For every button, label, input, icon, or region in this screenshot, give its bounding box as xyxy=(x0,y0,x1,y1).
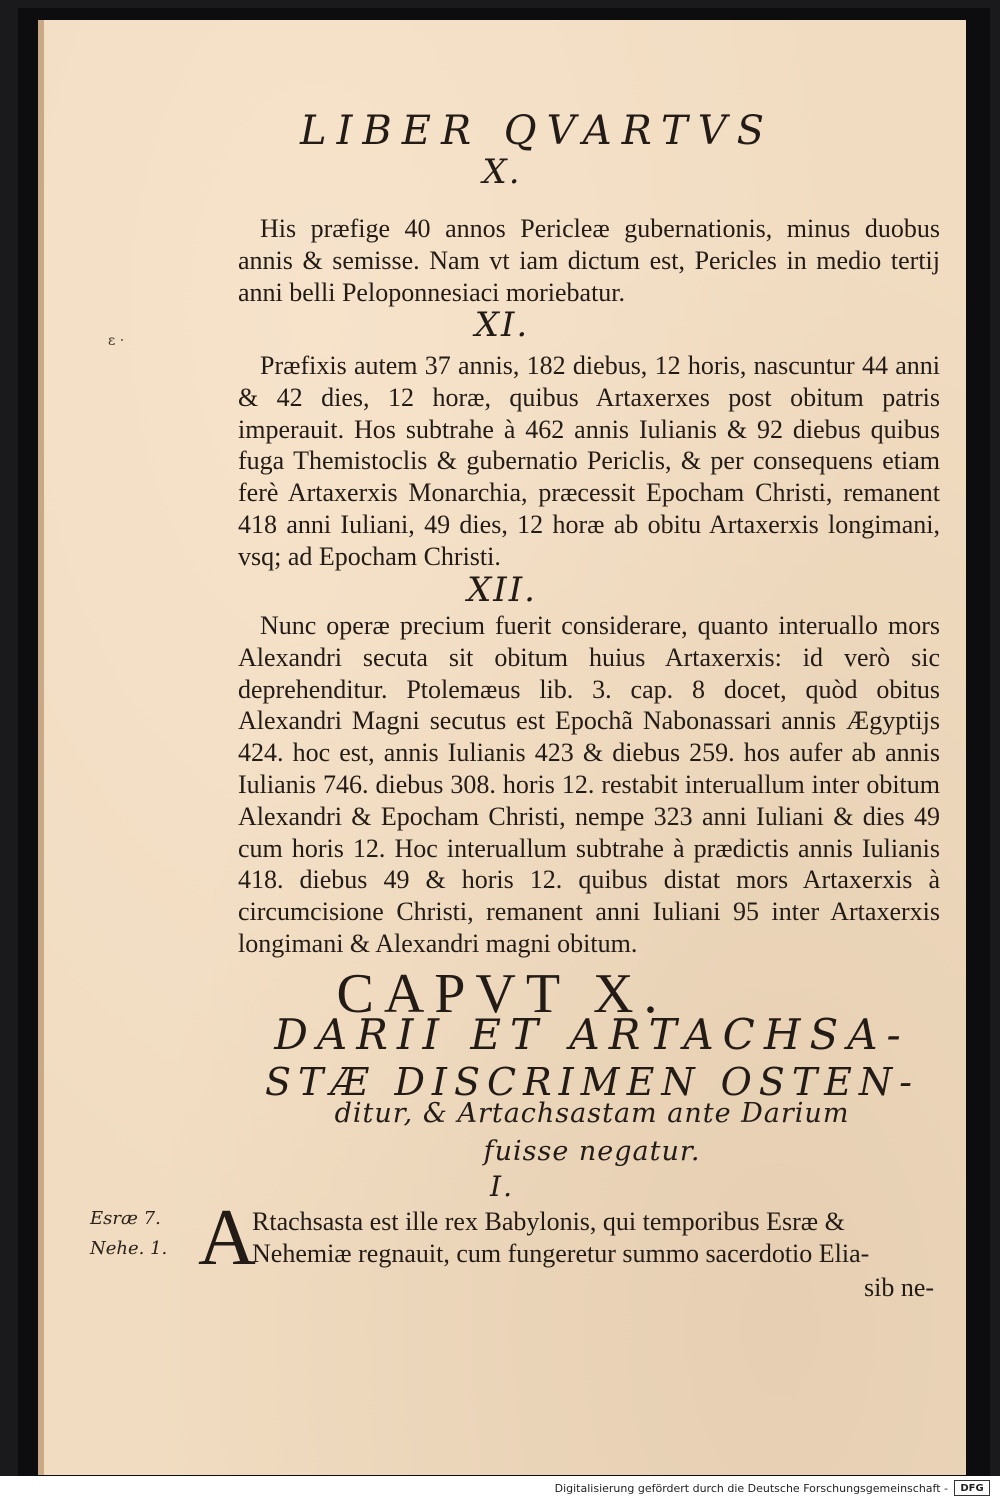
chapter-text-line-1: Rtachsasta est ille rex Babylonis, qui temporibus Esræ & xyxy=(252,1207,845,1236)
section-number-i: I. xyxy=(490,1170,514,1203)
dfg-logo: DFG xyxy=(954,1480,990,1496)
chapter-text-line-2: Nehemiæ regnauit, cum fungeretur summo sacerdotio Elia- xyxy=(252,1239,870,1268)
section-number-x: X. xyxy=(482,152,522,192)
paragraph-xii: Nunc operæ precium fuerit considerare, quanto interuallo mors Alexandri secuta sit obitum huius Artaxerxis: id verò sic deprehenditur. Ptolemæus lib. 3. cap. 8 docet, quòd obitus Alexandri Magni secutus est Epochã Nabonassari annis Ægyptijs 424. hoc est, annis Iulianis 423 & diebus 259. hos aufer ab annis Iulianis 746. diebus 308. horis 12. restabit interuallum inter obitum Alexandri & Epocham Christi, nempe 323 anni Iuliani & dies 49 cum horis 12. Hoc interuallum subtrahe à prædictis annis Iulianis 418. diebus 49 & horis 12. quibus distat mors Artaxerxis à circumcisione Christi, remanent anni Iuliani 95 inter Artaxerxis longimani & Alexandri magni obitum. xyxy=(238,611,940,958)
catchword: sib ne- xyxy=(864,1273,935,1302)
margin-note-nehe: Nehe. 1. xyxy=(90,1238,168,1259)
margin-note-esrae: Esræ 7. xyxy=(90,1208,161,1229)
drop-cap: A xyxy=(198,1194,256,1282)
chapter-subtitle-line-1: DARII ET ARTACHSA- xyxy=(274,1010,910,1059)
section-number-xii: XII. xyxy=(467,570,537,610)
chapter-title: CAPVT X. xyxy=(336,963,668,1025)
chapter-subtitle-line-4: fuisse negatur. xyxy=(483,1136,701,1167)
paragraph-xi: Præfixis autem 37 annis, 182 diebus, 12 horis, nascuntur 44 anni & 42 dies, 12 horæ, quibus Artaxerxes post obitum patris imperauit. Hos subtrahe à 462 annis Iulianis & 92 diebus quibus fuga Themistoclis & gubernatio Periclis, & per consequens etiam ferè Artaxerxis Monarchia, præcessit Epocham Christi, remanent 418 anni Iuliani, 49 dies, 12 horæ ab obitu Artaxerxis longimani, vsq; ad Epocham Christi. xyxy=(238,351,940,571)
margin-mark: ɛ ‧ xyxy=(108,333,125,349)
section-number-xi: XI. xyxy=(474,305,530,345)
chapter-subtitle-line-3: ditur, & Artachsastam ante Darium xyxy=(334,1098,850,1129)
chapter-subtitle-line-2: STÆ DISCRIMEN OSTEN- xyxy=(264,1060,920,1104)
running-head: LIBER QVARTVS xyxy=(300,108,775,154)
footer-credit: Digitalisierung gefördert durch die Deutsche Forschungsgemeinschaft - xyxy=(554,1482,948,1495)
page-edge xyxy=(38,20,44,1475)
paragraph-x: His præfige 40 annos Pericleæ gubernationis, minus duobus annis & semisse. Nam vt iam dictum est, Pericles in medio tertij anni belli Peloponnesiaci moriebatur. xyxy=(238,214,940,307)
